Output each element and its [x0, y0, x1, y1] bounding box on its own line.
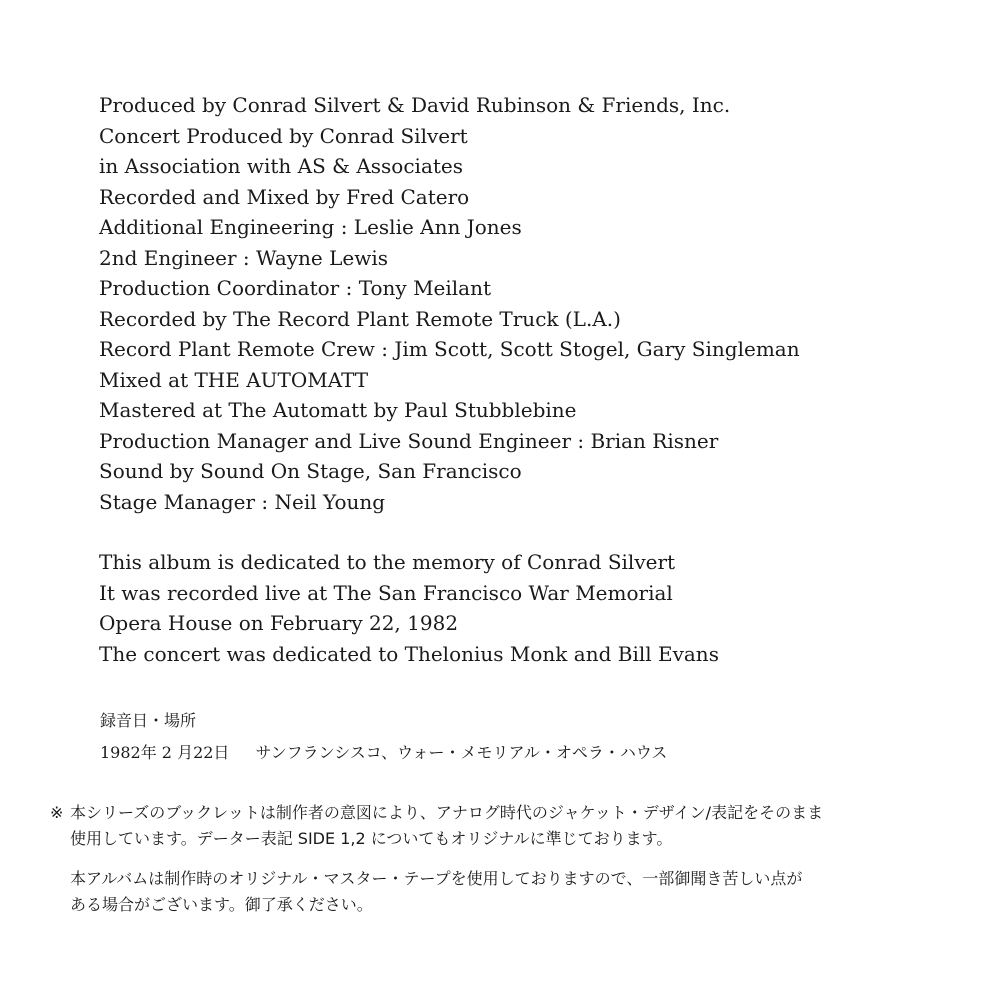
credit-line: Additional Engineering : Leslie Ann Jones — [99, 215, 522, 239]
credit-line: Produced by Conrad Silvert & David Rubinson & Friends, Inc. — [99, 93, 731, 117]
note-booklet — [50, 800, 970, 852]
dedication-line: The concert was dedicated to Thelonius Monk and Bill Evans — [99, 641, 719, 666]
credit-line: in Association with AS & Associates — [99, 154, 464, 178]
credit-line: Stage Manager : Neil Young — [99, 489, 386, 514]
credit-line: 2nd Engineer : Wayne Lewis — [99, 245, 389, 270]
note-row — [50, 800, 970, 826]
credit-line: Mixed at THE AUTOMATT — [99, 367, 369, 392]
dedication-line: This album is dedicated to the memory of Conrad Silvert — [99, 550, 676, 574]
credits-block — [99, 90, 800, 517]
dedication-line: It was recorded live at The San Francisco War Memorial — [99, 580, 673, 605]
recording-info-label: 録音日・場所 — [100, 711, 197, 730]
credit-line: Concert Produced by Conrad Silvert — [99, 123, 468, 148]
credit-line: Record Plant Remote Crew : Jim Scott, Scott Stogel, Gary Singleman — [99, 337, 800, 361]
dedication-block — [99, 547, 719, 669]
recording-place: サンフランシスコ、ウォー・メモリアル・オペラ・ハウス — [255, 743, 668, 762]
credit-line: Mastered at The Automatt by Paul Stubblebine — [99, 398, 577, 422]
recording-info-block — [100, 705, 667, 769]
recording-date: 1982年 2 月22日 — [100, 743, 230, 762]
recording-date-place — [100, 737, 667, 769]
note-text: 本アルバムは制作時のオリジナル・マスター・テープを使用しておりますので、一部御聞き苦しい点が — [70, 869, 803, 888]
note-text: 本シリーズのブックレットは制作者の意図により、アナログ時代のジャケット・デザイン/表記をそのまま — [70, 803, 824, 822]
credit-line: Recorded and Mixed by Fred Catero — [99, 184, 470, 209]
credit-line: Production Coordinator : Tony Meilant — [99, 276, 492, 300]
note-text: ある場合がございます。御了承ください。 — [70, 895, 373, 914]
reference-mark-icon: ※ — [50, 803, 64, 822]
note-master-tape — [50, 866, 970, 918]
credit-line: Production Manager and Live Sound Engineer : Brian Risner — [99, 428, 719, 453]
japanese-notes — [50, 800, 970, 932]
dedication-line: Opera House on February 22, 1982 — [99, 611, 459, 635]
note-text: 使用しています。データー表記 SIDE 1,2 についてもオリジナルに準じております。 — [70, 829, 673, 848]
credit-line: Recorded by The Record Plant Remote Truck (L.A.) — [99, 306, 621, 331]
credit-line: Sound by Sound On Stage, San Francisco — [99, 459, 522, 483]
